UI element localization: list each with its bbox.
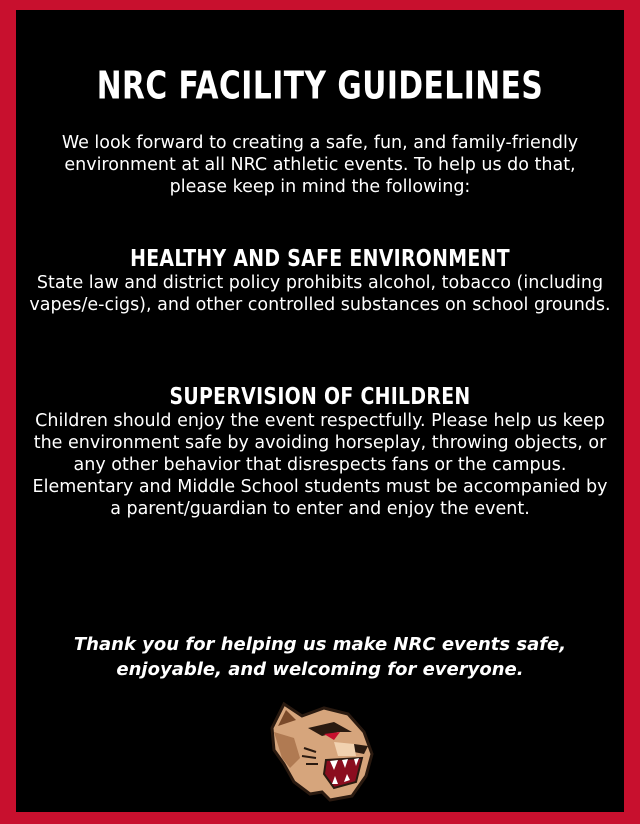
section-paragraph: State law and district policy prohibits alcohol, tobacco (including vapes/e-cigs), and other controlled substances on school grounds. <box>29 273 611 315</box>
section-paragraph: Children should enjoy the event respectfully. Please help us keep the environment safe by avoiding horseplay, throwing objects, or any other behavior that disrespects fans or the campus. <box>33 411 607 475</box>
guidelines-poster <box>16 10 624 812</box>
page-title: NRC FACILITY GUIDELINES <box>96 63 544 108</box>
section-paragraph: Elementary and Middle School students must be accompanied by a parent/guardian to enter and enjoy the event. <box>32 477 608 519</box>
intro-text: We look forward to creating a safe, fun, and family-friendly environment at all NRC athletic events. To help us do that, please keep in mind the following: <box>61 133 579 197</box>
section-supervision-of-children <box>26 384 614 520</box>
section-heading: SUPERVISION OF CHILDREN <box>169 382 471 410</box>
section-heading: HEALTHY AND SAFE ENVIRONMENT <box>130 244 510 272</box>
cougar-mascot-icon <box>264 698 376 802</box>
thank-you-message: Thank you for helping us make NRC events safe, enjoyable, and welcoming for everyone. <box>73 634 567 680</box>
section-healthy-safe-environment <box>26 246 614 316</box>
